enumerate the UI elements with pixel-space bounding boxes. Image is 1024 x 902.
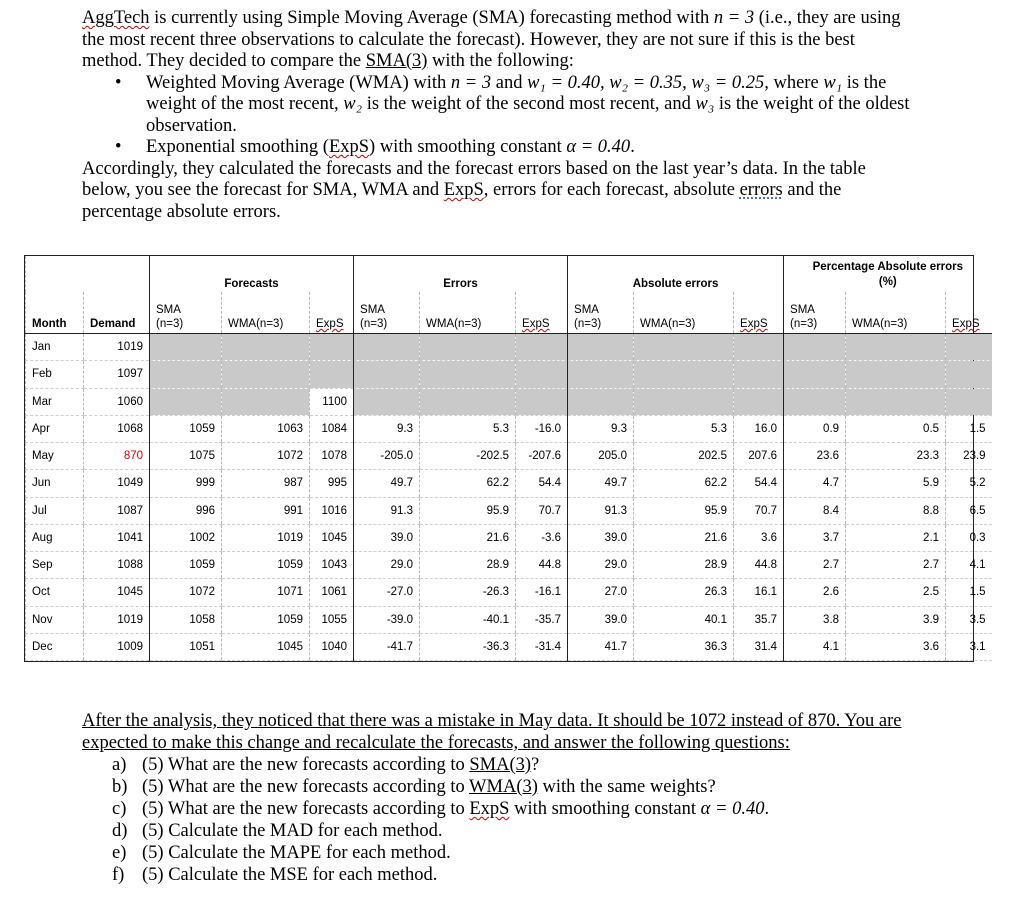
cell-pct-error-sma: 8.4 [784,497,846,524]
cell-month: Feb [26,361,84,388]
cell-demand: 1009 [84,633,150,660]
cell-abs-error-exps [734,334,784,361]
cell-abs-error-sma [568,334,634,361]
cell-error-sma [354,361,420,388]
cell-forecast-exps: 1100 [310,388,354,415]
col-header-abs-sma: SMA (n=3) [568,292,634,334]
cell-month: Apr [26,415,84,442]
cell-abs-error-wma: 5.3 [634,415,734,442]
cell-pct-error-exps: 4.1 [946,552,992,579]
cell-month: Mar [26,388,84,415]
col-header-pct-exps: ExpS [946,292,992,334]
cell-pct-error-wma [846,388,946,415]
cell-error-exps [516,388,568,415]
cell-pct-error-wma: 3.9 [846,606,946,633]
cell-pct-error-sma [784,388,846,415]
cell-error-sma [354,388,420,415]
cell-abs-error-sma: 205.0 [568,443,634,470]
table-row [26,443,992,470]
cell-error-sma: -39.0 [354,606,420,633]
cell-forecast-exps [310,334,354,361]
cell-forecast-wma: 1059 [222,552,310,579]
cell-error-wma: 5.3 [420,415,516,442]
cell-error-sma: 29.0 [354,552,420,579]
table-row [26,579,992,606]
cell-error-wma: -40.1 [420,606,516,633]
cell-error-exps: -3.6 [516,524,568,551]
cell-error-wma: -26.3 [420,579,516,606]
cell-abs-error-exps: 16.0 [734,415,784,442]
cell-forecast-exps: 1055 [310,606,354,633]
col-header-err-exps: ExpS [516,292,568,334]
cell-pct-error-sma: 0.9 [784,415,846,442]
cell-abs-error-exps [734,388,784,415]
cell-abs-error-exps: 3.6 [734,524,784,551]
cell-forecast-sma: 1072 [150,579,222,606]
cell-forecast-wma: 1019 [222,524,310,551]
correction-paragraph: After the analysis, they noticed that there was a mistake in May data. It should be 1072 instead of 870. You are expected to make this change and recalculate the forecasts, and answer the following questions: [82,711,902,753]
cell-abs-error-wma: 21.6 [634,524,734,551]
cell-error-exps: -207.6 [516,443,568,470]
table-row [26,470,992,497]
cell-demand: 1049 [84,470,150,497]
cell-abs-error-sma: 91.3 [568,497,634,524]
cell-forecast-wma [222,334,310,361]
cell-error-exps: -16.1 [516,579,568,606]
cell-demand: 1097 [84,361,150,388]
cell-pct-error-exps: 0.3 [946,524,992,551]
cell-forecast-wma [222,361,310,388]
cell-forecast-exps: 1061 [310,579,354,606]
cell-forecast-sma: 996 [150,497,222,524]
col-header-fc-exps: ExpS [310,292,354,334]
cell-forecast-wma: 1063 [222,415,310,442]
cell-pct-error-exps: 1.5 [946,579,992,606]
column-header-row [26,292,992,334]
cell-error-exps: -35.7 [516,606,568,633]
cell-forecast-sma: 1059 [150,415,222,442]
cell-abs-error-sma: 39.0 [568,606,634,633]
cell-abs-error-sma: 9.3 [568,415,634,442]
cell-error-sma: 39.0 [354,524,420,551]
cell-abs-error-sma: 27.0 [568,579,634,606]
cell-forecast-sma: 1058 [150,606,222,633]
col-header-fc-sma: SMA (n=3) [150,292,222,334]
question-c: c) (5) What are the new forecasts according to ExpS with smoothing constant α = 0.40. [112,799,770,819]
n-expression: n = 3 [713,8,755,28]
cell-pct-error-wma: 5.9 [846,470,946,497]
weights-expression: w₁ = 0.40, w₂ = 0.35, w₃ = 0.25 [527,72,765,93]
cell-month: Jan [26,334,84,361]
question-d: d) (5) Calculate the MAD for each method. [112,821,443,841]
cell-pct-error-sma: 4.7 [784,470,846,497]
question-f: f) (5) Calculate the MSE for each method. [112,865,438,885]
cell-abs-error-sma: 29.0 [568,552,634,579]
cell-forecast-wma: 1072 [222,443,310,470]
cell-forecast-sma [150,334,222,361]
cell-error-exps: 44.8 [516,552,568,579]
cell-pct-error-exps: 23.9 [946,443,992,470]
cell-pct-error-exps [946,388,992,415]
table-row [26,497,992,524]
cell-abs-error-sma: 39.0 [568,524,634,551]
bullet-exps: • Exponential smoothing (ExpS) with smoothing constant α = 0.40. [115,137,635,157]
cell-pct-error-sma: 2.7 [784,552,846,579]
col-header-err-sma: SMA (n=3) [354,292,420,334]
cell-error-exps [516,361,568,388]
cell-error-exps: -31.4 [516,633,568,660]
cell-pct-error-wma [846,361,946,388]
col-header-month: Month [26,292,84,334]
group-header-absolute-errors: Absolute errors [568,256,784,292]
cell-abs-error-wma: 95.9 [634,497,734,524]
cell-error-wma [420,361,516,388]
cell-pct-error-sma: 3.8 [784,606,846,633]
cell-demand: 1019 [84,334,150,361]
cell-demand: 1060 [84,388,150,415]
cell-forecast-wma: 1071 [222,579,310,606]
cell-demand: 1068 [84,415,150,442]
cell-forecast-sma: 1075 [150,443,222,470]
cell-pct-error-sma [784,334,846,361]
cell-abs-error-wma: 202.5 [634,443,734,470]
cell-demand: 1087 [84,497,150,524]
cell-demand: 1019 [84,606,150,633]
col-header-abs-exps: ExpS [734,292,784,334]
cell-forecast-exps: 1084 [310,415,354,442]
cell-month: Aug [26,524,84,551]
cell-abs-error-exps: 44.8 [734,552,784,579]
cell-error-wma: -202.5 [420,443,516,470]
col-header-err-wma: WMA(n=3) [420,292,516,334]
cell-error-wma [420,388,516,415]
col-header-fc-wma: WMA(n=3) [222,292,310,334]
cell-pct-error-exps: 5.2 [946,470,992,497]
cell-demand: 1045 [84,579,150,606]
cell-forecast-exps: 1078 [310,443,354,470]
cell-forecast-wma: 1059 [222,606,310,633]
cell-pct-error-sma: 2.6 [784,579,846,606]
cell-forecast-sma: 1002 [150,524,222,551]
cell-pct-error-wma: 23.3 [846,443,946,470]
company-name: AggTech [82,8,150,28]
alpha-expression: α = 0.40 [566,137,631,157]
cell-forecast-wma: 991 [222,497,310,524]
question-b: b) (5) What are the new forecasts according to WMA(3) with the same weights? [112,777,716,797]
col-header-demand: Demand [84,292,150,334]
cell-abs-error-sma: 49.7 [568,470,634,497]
cell-demand: 1088 [84,552,150,579]
group-header-row [26,256,992,292]
table-row [26,388,992,415]
cell-pct-error-exps: 3.5 [946,606,992,633]
cell-forecast-sma [150,361,222,388]
cell-pct-error-sma: 4.1 [784,633,846,660]
cell-forecast-exps: 1043 [310,552,354,579]
cell-error-sma: 91.3 [354,497,420,524]
cell-error-sma [354,334,420,361]
cell-forecast-sma: 1051 [150,633,222,660]
cell-pct-error-sma: 3.7 [784,524,846,551]
cell-abs-error-sma [568,388,634,415]
cell-pct-error-wma [846,334,946,361]
cell-abs-error-wma [634,361,734,388]
cell-pct-error-wma: 8.8 [846,497,946,524]
cell-pct-error-wma: 3.6 [846,633,946,660]
table-row [26,606,992,633]
cell-error-exps: 54.4 [516,470,568,497]
questions-section [82,710,942,886]
table-row [26,552,992,579]
cell-pct-error-exps [946,361,992,388]
cell-demand: 870 [84,443,150,470]
cell-forecast-exps [310,361,354,388]
table-row [26,334,992,361]
cell-pct-error-sma: 23.6 [784,443,846,470]
cell-abs-error-wma: 62.2 [634,470,734,497]
intro-paragraph-2: Accordingly, they calculated the forecasts and the forecast errors based on the last year’s data. In the table below, you see the forecast for SMA, WMA and ExpS, errors for each forecast, absolute errors and the percentage absolute errors. [82,158,866,222]
cell-error-wma [420,334,516,361]
group-header-errors: Errors [354,256,568,292]
cell-month: Dec [26,633,84,660]
cell-pct-error-sma [784,361,846,388]
cell-pct-error-wma: 2.1 [846,524,946,551]
col-header-pct-sma: SMA (n=3) [784,292,846,334]
forecast-data-table [25,256,992,661]
cell-error-sma: -27.0 [354,579,420,606]
cell-month: Sep [26,552,84,579]
cell-forecast-sma: 1059 [150,552,222,579]
cell-month: Jul [26,497,84,524]
cell-demand: 1041 [84,524,150,551]
cell-abs-error-wma: 40.1 [634,606,734,633]
cell-abs-error-exps [734,361,784,388]
table-row [26,415,992,442]
cell-error-sma: -205.0 [354,443,420,470]
forecast-table [24,255,986,662]
cell-forecast-exps: 1016 [310,497,354,524]
cell-pct-error-exps: 3.1 [946,633,992,660]
cell-error-sma: -41.7 [354,633,420,660]
n-expression: n = 3 [450,72,492,93]
group-header-forecasts: Forecasts [150,256,354,292]
cell-month: Oct [26,579,84,606]
table-row [26,361,992,388]
bullet-icon: • [115,72,122,93]
intro-paragraph-1: AggTech is currently using Simple Moving Average (SMA) forecasting method with n = 3 (i.e., they are using the most recent three observations to calculate the forecast). However, they are not sure if this is the best method. They decided to compare the SMA(3) with the following: [82,8,901,71]
question-e: e) (5) Calculate the MAPE for each method. [112,843,451,863]
cell-month: Jun [26,470,84,497]
cell-error-wma: 28.9 [420,552,516,579]
cell-pct-error-wma: 0.5 [846,415,946,442]
bullet-wma: • Weighted Moving Average (WMA) with n = 3 and w₁ = 0.40, w₂ = 0.35, w₃ = 0.25, where w₁ is the weight of the most recent, w₂ is the weight of the second most recent, and w₃ is the weight of the oldest observation. [115,72,910,136]
cell-error-sma: 9.3 [354,415,420,442]
cell-month: May [26,443,84,470]
cell-error-wma: 95.9 [420,497,516,524]
cell-abs-error-exps: 35.7 [734,606,784,633]
cell-forecast-exps: 1040 [310,633,354,660]
table-row [26,524,992,551]
cell-error-wma: -36.3 [420,633,516,660]
group-header-percentage-errors: Percentage Absolute errors (%) [784,256,992,292]
cell-error-sma: 49.7 [354,470,420,497]
cell-error-exps [516,334,568,361]
cell-pct-error-wma: 2.5 [846,579,946,606]
bullet-icon: • [115,137,122,157]
cell-pct-error-exps: 6.5 [946,497,992,524]
question-a: a) (5) What are the new forecasts according to SMA(3)? [112,755,540,775]
sma-reference: SMA(3) [365,51,428,71]
cell-forecast-exps: 995 [310,470,354,497]
cell-forecast-sma: 999 [150,470,222,497]
cell-error-exps: 70.7 [516,497,568,524]
cell-error-wma: 62.2 [420,470,516,497]
cell-abs-error-exps: 207.6 [734,443,784,470]
cell-abs-error-wma [634,334,734,361]
cell-forecast-wma [222,388,310,415]
table-row [26,633,992,660]
col-header-pct-wma: WMA(n=3) [846,292,946,334]
cell-abs-error-wma: 28.9 [634,552,734,579]
cell-forecast-wma: 1045 [222,633,310,660]
intro-text [82,8,912,223]
cell-abs-error-exps: 31.4 [734,633,784,660]
cell-pct-error-wma: 2.7 [846,552,946,579]
col-header-abs-wma: WMA(n=3) [634,292,734,334]
cell-abs-error-wma [634,388,734,415]
cell-forecast-exps: 1045 [310,524,354,551]
cell-abs-error-exps: 54.4 [734,470,784,497]
cell-abs-error-sma [568,361,634,388]
cell-month: Nov [26,606,84,633]
cell-abs-error-sma: 41.7 [568,633,634,660]
cell-abs-error-exps: 16.1 [734,579,784,606]
cell-forecast-sma [150,388,222,415]
cell-error-exps: -16.0 [516,415,568,442]
cell-pct-error-exps [946,334,992,361]
cell-pct-error-exps: 1.5 [946,415,992,442]
cell-abs-error-wma: 26.3 [634,579,734,606]
cell-error-wma: 21.6 [420,524,516,551]
cell-abs-error-exps: 70.7 [734,497,784,524]
cell-forecast-wma: 987 [222,470,310,497]
cell-abs-error-wma: 36.3 [634,633,734,660]
